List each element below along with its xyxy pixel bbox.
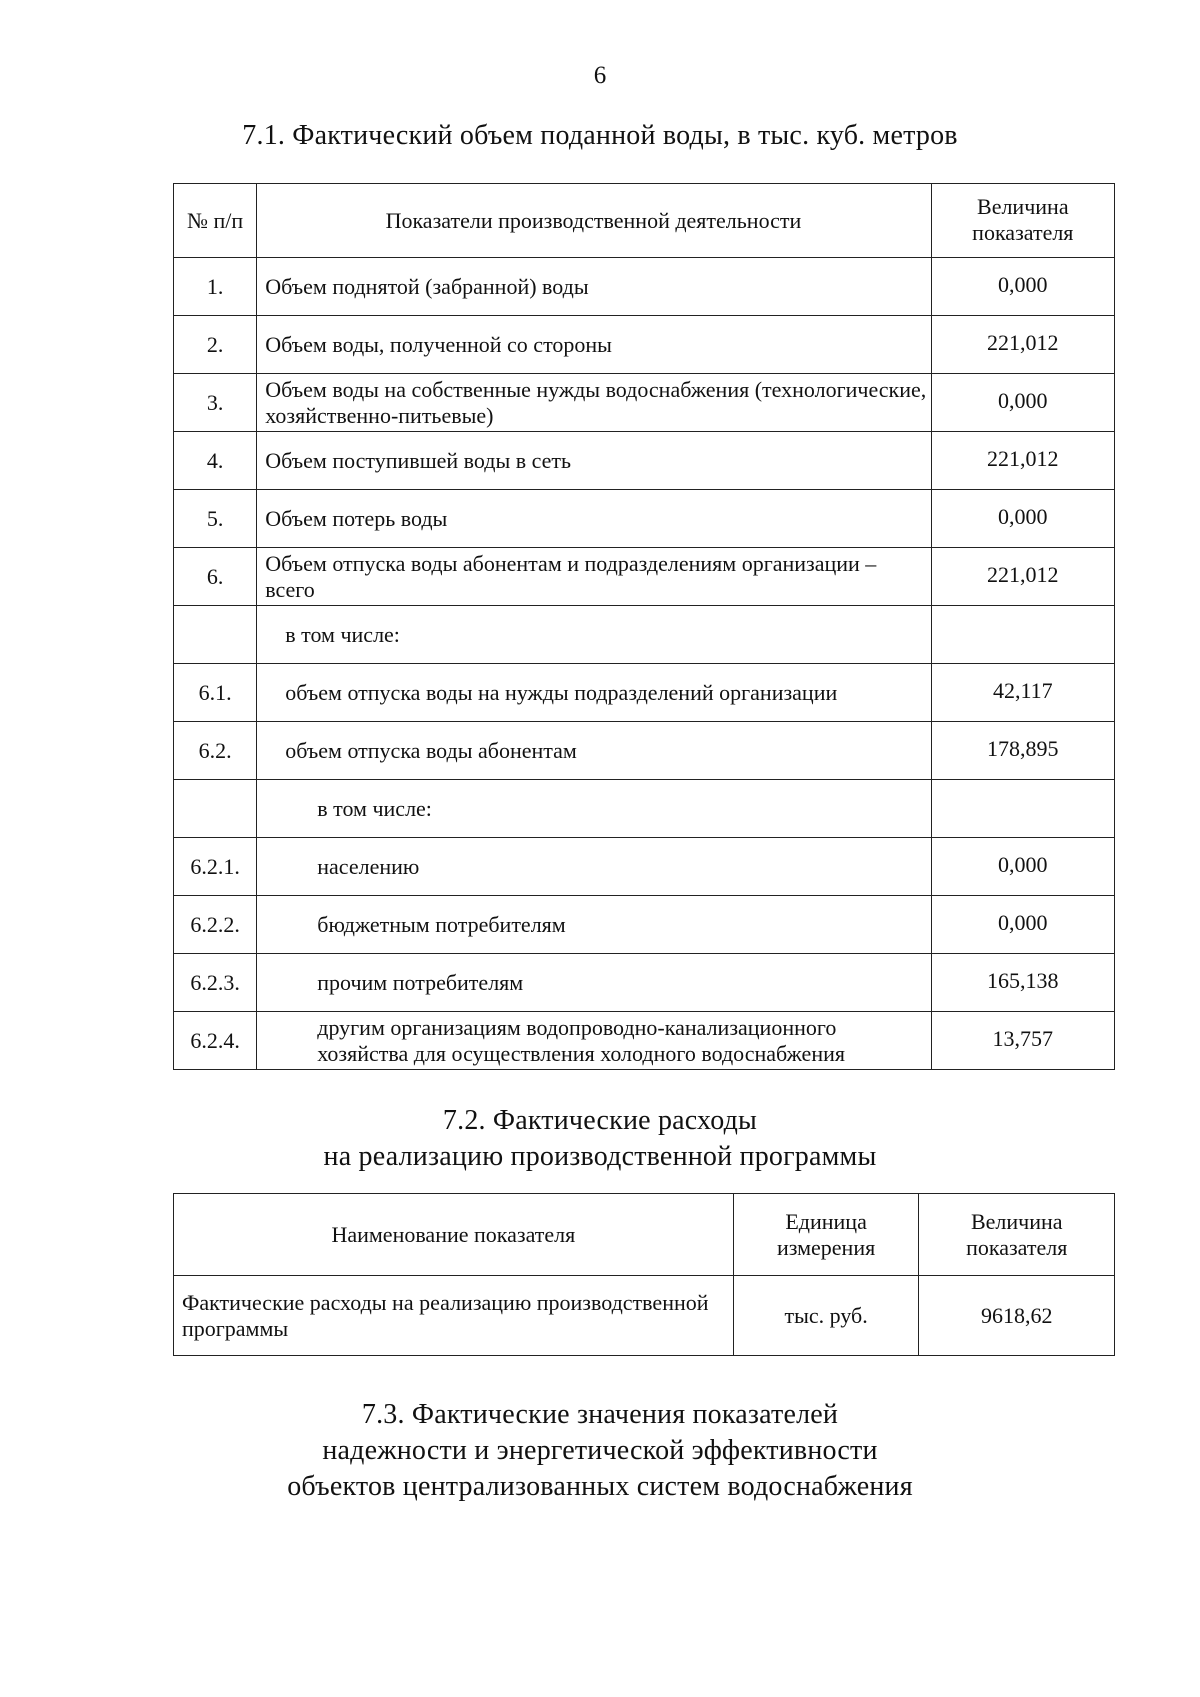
row-name: прочим потребителям [257, 954, 931, 1012]
section-7-3-title-line3: объектов централизованных систем водоснабжения [287, 1471, 913, 1502]
row-name: населению [257, 838, 931, 896]
header-number: № п/п [174, 184, 257, 258]
row-name: Объем поднятой (забранной) воды [257, 258, 931, 316]
row-name: Фактические расходы на реализацию производственной программы [174, 1276, 734, 1356]
row-number: 6.2.2. [174, 896, 257, 954]
table-row [174, 490, 1115, 548]
row-value: 42,117 [931, 664, 1114, 722]
row-number: 3. [174, 374, 257, 432]
row-value [931, 606, 1114, 664]
row-name: Объем потерь воды [257, 490, 931, 548]
table-row [174, 954, 1115, 1012]
water-volume-table [173, 183, 1115, 1070]
row-number: 6.1. [174, 664, 257, 722]
table-header-row [174, 1194, 1115, 1276]
table-row [174, 780, 1115, 838]
row-unit: тыс. руб. [733, 1276, 919, 1356]
row-number: 4. [174, 432, 257, 490]
row-name: в том числе: [257, 780, 931, 838]
row-name: Объем воды, полученной со стороны [257, 316, 931, 374]
row-name: в том числе: [257, 606, 931, 664]
header-indicator-name: Наименование показателя [174, 1194, 734, 1276]
table-row [174, 258, 1115, 316]
table-row [174, 548, 1115, 606]
section-7-3-title [0, 1397, 1200, 1505]
section-7-2-title-line1: 7.2. Фактические расходы [442, 1105, 758, 1136]
header-unit: Единица измерения [733, 1194, 919, 1276]
row-value: 165,138 [931, 954, 1114, 1012]
row-number: 2. [174, 316, 257, 374]
table-row [174, 896, 1115, 954]
table-row [174, 374, 1115, 432]
row-number: 6.2.4. [174, 1012, 257, 1070]
table-row [174, 1012, 1115, 1070]
table-row [174, 838, 1115, 896]
row-number: 5. [174, 490, 257, 548]
row-value: 0,000 [931, 896, 1114, 954]
row-value: 221,012 [931, 316, 1114, 374]
header-indicator: Показатели производственной деятельности [257, 184, 931, 258]
row-value: 0,000 [931, 490, 1114, 548]
row-value [931, 780, 1114, 838]
row-name: объем отпуска воды абонентам [257, 722, 931, 780]
row-value: 178,895 [931, 722, 1114, 780]
row-value: 13,757 [931, 1012, 1114, 1070]
row-name: Объем воды на собственные нужды водоснабжения (технологические, хозяйственно-питьевые) [257, 374, 931, 432]
row-number: 6.2.1. [174, 838, 257, 896]
row-value: 0,000 [931, 374, 1114, 432]
section-7-2-title-line2: на реализацию производственной программы [323, 1141, 877, 1172]
section-7-3-title-line2: надежности и энергетической эффективности [322, 1435, 878, 1466]
row-name: бюджетным потребителям [257, 896, 931, 954]
row-number [174, 606, 257, 664]
section-7-3-title-line1: 7.3. Фактические значения показателей [361, 1399, 839, 1430]
table-row [174, 1276, 1115, 1356]
table-row [174, 316, 1115, 374]
table-row [174, 606, 1115, 664]
row-value: 0,000 [931, 838, 1114, 896]
table-header-row [174, 184, 1115, 258]
row-name: другим организациям водопроводно-канализационного хозяйства для осуществления холодного водоснабжения [257, 1012, 931, 1070]
row-value: 9618,62 [919, 1276, 1115, 1356]
section-7-2-title [0, 1103, 1200, 1175]
row-name: Объем отпуска воды абонентам и подразделениям организации – всего [257, 548, 931, 606]
row-value: 221,012 [931, 548, 1114, 606]
table-row [174, 722, 1115, 780]
row-number: 6.2.3. [174, 954, 257, 1012]
section-7-1-title: 7.1. Фактический объем поданной воды, в тыс. куб. метров [242, 120, 958, 151]
header-value: Величина показателя [919, 1194, 1115, 1276]
row-name: объем отпуска воды на нужды подразделений организации [257, 664, 931, 722]
row-value: 221,012 [931, 432, 1114, 490]
row-number: 6. [174, 548, 257, 606]
page-number: 6 [593, 62, 607, 89]
row-number: 1. [174, 258, 257, 316]
row-name: Объем поступившей воды в сеть [257, 432, 931, 490]
header-value: Величина показателя [931, 184, 1114, 258]
row-number: 6.2. [174, 722, 257, 780]
row-number [174, 780, 257, 838]
expenses-table [173, 1193, 1115, 1356]
table-row [174, 432, 1115, 490]
row-value: 0,000 [931, 258, 1114, 316]
table-row [174, 664, 1115, 722]
